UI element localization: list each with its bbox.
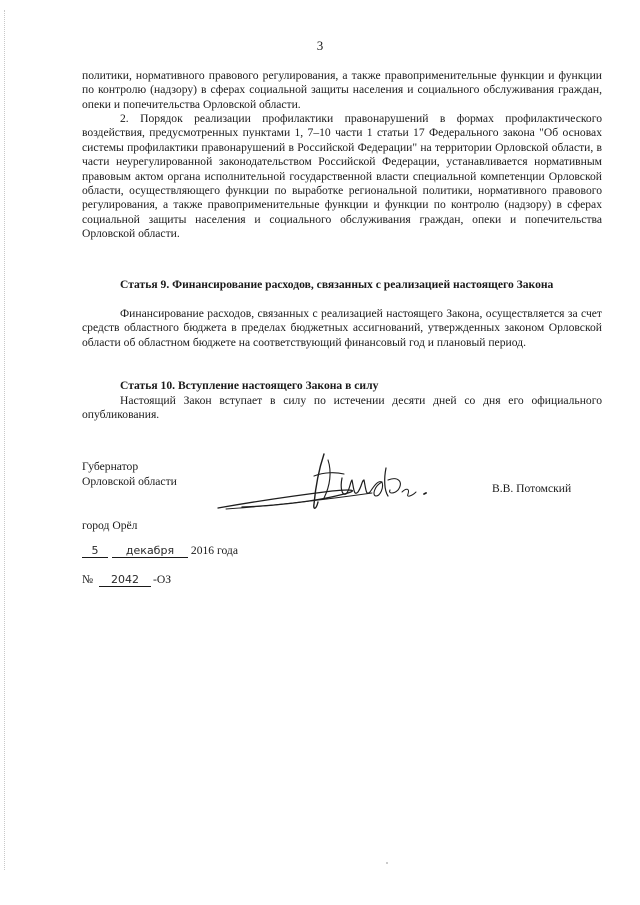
place-of-signing: город Орёл <box>82 519 138 532</box>
signing-date <box>82 544 238 558</box>
paragraph-continuation <box>82 69 602 112</box>
signature-graphic <box>212 446 438 522</box>
signatory-name: В.В. Потомский <box>492 482 572 495</box>
signatory-title: Губернатор <box>82 460 139 473</box>
article-9-body <box>82 307 602 350</box>
date-day: 5 <box>82 544 108 558</box>
date-month: декабря <box>112 544 188 558</box>
scan-speck <box>386 862 388 864</box>
paragraph-text: Финансирование расходов, связанных с реализацией настоящего Закона, осуществляется за счет средств областного бюджета в пределах бюджетных ассигнований, утвержденных законом Орловской области об областном бюджете на соответствующий финансовый год и плановый период. <box>82 307 602 349</box>
paragraph-text: политики, нормативного правового регулирования, а также правоприменительные функции и функции по контролю (надзору) в сферах социальной защиты населения и социального обслуживания граждан, опеки и попечительства Орловской области. <box>82 69 602 111</box>
paragraph-text: 2. Порядок реализации профилактики правонарушений в формах профилактического воздействия, предусмотренных пунктами 1, 7–10 части 1 статьи 17 Федерального закона "Об основах системы профилактики правонарушений в Российской Федерации" на территории Орловской области, в части неурегулированной законодательством Российской Федерации, устанавливается нормативным правовым актом органа исполнительной государственной власти специальной компетенции Орловской области, осуществляющего функции по выработке региональной политики, нормативного правового регулирования, а также правоприменительные функции и функции по контролю (надзору) в сферах социальной защиты населения и социального обслуживания граждан, опеки и попечительства Орловской области. <box>82 112 602 241</box>
law-number <box>82 573 171 587</box>
scan-edge-dots <box>4 10 5 870</box>
number-value: 2042 <box>99 573 151 587</box>
article-heading: Статья 9. Финансирование расходов, связанных с реализацией настоящего Закона <box>120 278 554 291</box>
article-10-heading <box>82 379 602 393</box>
article-9-heading <box>82 278 602 292</box>
paragraph-text: Настоящий Закон вступает в силу по истечении десяти дней со дня его официального опубликования. <box>82 394 602 422</box>
date-year: 2016 года <box>190 544 238 557</box>
number-suffix: -ОЗ <box>152 573 172 586</box>
number-sign: № <box>82 573 94 586</box>
article-heading: Статья 10. Вступление настоящего Закона в силу <box>120 379 379 392</box>
paragraph-point-2 <box>82 112 602 242</box>
handwritten-signature <box>212 446 438 522</box>
article-10-body <box>82 394 602 423</box>
page-number: 3 <box>316 38 324 53</box>
signatory-region: Орловской области <box>82 475 177 488</box>
